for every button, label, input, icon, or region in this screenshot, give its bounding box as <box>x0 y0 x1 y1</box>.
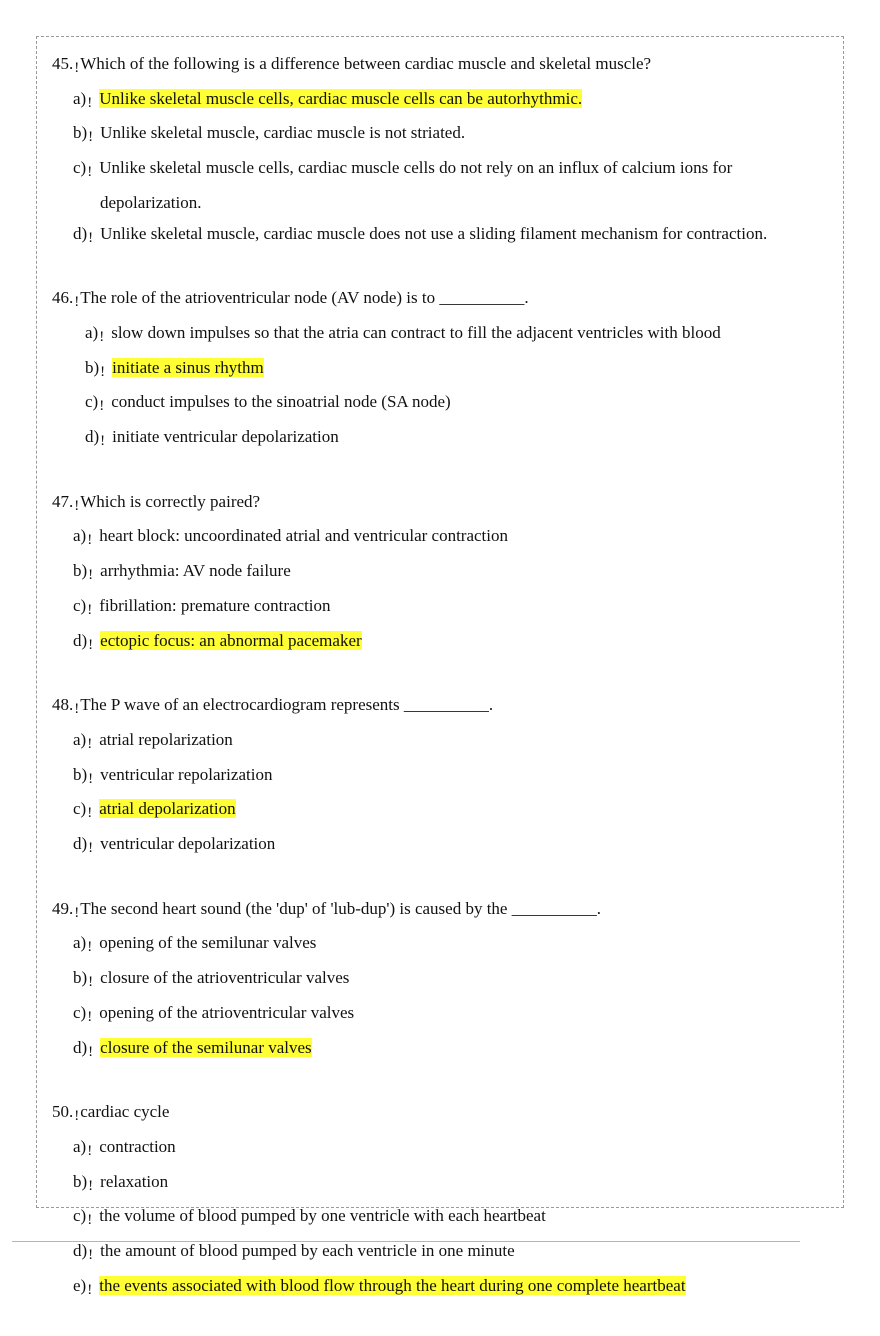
bullet-glyph-icon: ! <box>88 229 94 246</box>
option-text: opening of the semilunar valves <box>99 933 317 953</box>
question-text: Which of the following is a difference between cardiac muscle and skeletal muscle? <box>80 54 652 73</box>
option-letter: b) <box>73 561 88 581</box>
option-text: atrial repolarization <box>99 729 233 749</box>
answer-option-highlighted <box>85 353 822 388</box>
option-text: ectopic focus: an abnormal pacemaker <box>100 630 362 650</box>
answer-option <box>73 928 822 963</box>
bullet-glyph-icon: ! <box>87 805 93 822</box>
question-stem <box>52 487 822 522</box>
option-letter: a) <box>85 322 99 342</box>
answer-option <box>73 998 822 1033</box>
option-letter: b) <box>73 1171 88 1191</box>
answer-option <box>73 153 822 188</box>
question-stem <box>52 49 822 84</box>
question-text: cardiac cycle <box>80 1102 170 1122</box>
answer-option <box>73 1132 822 1167</box>
answer-option <box>73 1167 822 1202</box>
option-text-continuation: depolarization. <box>100 192 202 212</box>
question-number: 45. <box>52 54 74 73</box>
answer-option <box>85 387 822 422</box>
bullet-glyph-icon: ! <box>87 1008 93 1025</box>
option-letter: c) <box>73 595 87 615</box>
answer-option <box>73 829 822 864</box>
bullet-glyph-icon: ! <box>87 939 93 956</box>
answer-option <box>85 318 822 353</box>
answer-option <box>73 219 822 254</box>
question-text: The second heart sound (the 'dup' of 'lub-dup') is caused by the __________. <box>80 898 601 918</box>
bullet-glyph-icon: ! <box>87 601 93 618</box>
bullet-glyph-icon: ! <box>88 567 94 584</box>
answer-option <box>73 1236 822 1271</box>
answer-option-highlighted <box>73 794 822 829</box>
option-text: conduct impulses to the sinoatrial node (SA node) <box>111 392 451 412</box>
question-46 <box>52 283 822 457</box>
question-text: Which is correctly paired? <box>80 491 261 511</box>
option-text: contraction <box>99 1136 176 1156</box>
question-number: 49. <box>52 898 74 918</box>
option-letter: a) <box>73 1136 87 1156</box>
bullet-glyph-icon: ! <box>87 735 93 752</box>
option-text: slow down impulses so that the atria can contract to fill the adjacent ventricles with blood <box>111 322 721 342</box>
option-letter: d) <box>85 427 100 447</box>
question-number: 47. <box>52 491 74 511</box>
option-letter: d) <box>73 1241 88 1261</box>
answer-options <box>52 725 822 864</box>
bullet-glyph-icon: ! <box>74 60 80 76</box>
option-text: closure of the atrioventricular valves <box>100 968 350 988</box>
option-text: Unlike skeletal muscle, cardiac muscle is not striated. <box>100 123 466 143</box>
answer-option <box>73 118 822 153</box>
bullet-glyph-icon: ! <box>100 363 106 380</box>
bullet-glyph-icon: ! <box>74 294 80 311</box>
option-letter: c) <box>73 799 87 819</box>
answer-options <box>52 928 822 1067</box>
option-text: the amount of blood pumped by each ventricle in one minute <box>100 1241 515 1261</box>
bullet-glyph-icon: ! <box>74 904 80 921</box>
bullet-glyph-icon: ! <box>87 1142 93 1159</box>
question-text: The role of the atrioventricular node (AV node) is to __________. <box>80 288 529 308</box>
option-text: Unlike skeletal muscle cells, cardiac muscle cells do not rely on an influx of calcium ions for <box>99 158 733 178</box>
option-letter: a) <box>73 933 87 953</box>
option-text: Unlike skeletal muscle cells, cardiac muscle cells can be autorhythmic. <box>99 88 583 108</box>
question-stem <box>52 894 822 929</box>
bullet-glyph-icon: ! <box>88 1247 94 1264</box>
option-text: arrhythmia: AV node failure <box>100 561 291 581</box>
option-letter: b) <box>85 357 100 377</box>
option-text: closure of the semilunar valves <box>100 1037 312 1057</box>
bullet-glyph-icon: ! <box>88 1043 94 1060</box>
bullet-glyph-icon: ! <box>87 1281 93 1298</box>
answer-options <box>52 84 822 254</box>
answer-option-highlighted <box>73 84 822 119</box>
bullet-glyph-icon: ! <box>87 532 93 549</box>
answer-options <box>52 1132 822 1306</box>
answer-option <box>73 1201 822 1236</box>
answer-option-highlighted <box>73 1033 822 1068</box>
option-letter: d) <box>73 223 88 243</box>
answer-options <box>52 318 822 457</box>
answer-option <box>73 521 822 556</box>
option-text: the events associated with blood flow through the heart during one complete heartbeat <box>99 1275 686 1295</box>
bullet-glyph-icon: ! <box>74 1108 80 1125</box>
answer-option <box>73 963 822 998</box>
question-47 <box>52 487 822 661</box>
question-stem <box>52 1097 822 1132</box>
question-text: The P wave of an electrocardiogram represents __________. <box>80 695 494 715</box>
answer-option <box>73 725 822 760</box>
question-50 <box>52 1097 822 1305</box>
bullet-glyph-icon: ! <box>88 1177 94 1194</box>
question-number: 50. <box>52 1102 74 1122</box>
bullet-glyph-icon: ! <box>87 164 93 181</box>
question-49 <box>52 894 822 1068</box>
option-letter: c) <box>73 1206 87 1226</box>
option-letter: c) <box>73 158 87 178</box>
option-text: the volume of blood pumped by one ventricle with each heartbeat <box>99 1206 546 1226</box>
option-text: initiate ventricular depolarization <box>112 427 339 447</box>
bullet-glyph-icon: ! <box>100 433 106 450</box>
bullet-glyph-icon: ! <box>88 770 94 787</box>
bullet-glyph-icon: ! <box>99 398 105 415</box>
answer-option <box>73 591 822 626</box>
option-letter: a) <box>73 729 87 749</box>
option-text: initiate a sinus rhythm <box>112 357 264 377</box>
question-stem <box>52 283 822 318</box>
option-letter: b) <box>73 764 88 784</box>
bullet-glyph-icon: ! <box>88 129 94 146</box>
question-45 <box>52 49 822 253</box>
option-letter: e) <box>73 1275 87 1295</box>
option-letter: d) <box>73 630 88 650</box>
answer-option <box>73 760 822 795</box>
option-text: heart block: uncoordinated atrial and ventricular contraction <box>99 526 508 546</box>
option-letter: c) <box>73 1002 87 1022</box>
option-letter: a) <box>73 88 87 108</box>
option-letter: c) <box>85 392 99 412</box>
bullet-glyph-icon: ! <box>74 701 80 718</box>
option-letter: a) <box>73 526 87 546</box>
bullet-glyph-icon: ! <box>88 636 94 653</box>
answer-option <box>85 422 822 457</box>
option-text: ventricular repolarization <box>100 764 273 784</box>
answer-option-highlighted <box>73 1271 822 1306</box>
option-letter: d) <box>73 1037 88 1057</box>
question-number: 48. <box>52 695 74 715</box>
option-text: fibrillation: premature contraction <box>99 595 331 615</box>
answer-option-highlighted <box>73 626 822 661</box>
answer-option <box>73 556 822 591</box>
bullet-glyph-icon: ! <box>87 94 93 111</box>
bullet-glyph-icon: ! <box>74 497 80 514</box>
question-stem <box>52 690 822 725</box>
question-number: 46. <box>52 288 74 308</box>
option-text: relaxation <box>100 1171 169 1191</box>
option-text: opening of the atrioventricular valves <box>99 1002 355 1022</box>
bullet-glyph-icon: ! <box>88 974 94 991</box>
option-letter: d) <box>73 834 88 854</box>
quiz-content <box>52 49 822 1336</box>
option-letter: b) <box>73 968 88 988</box>
bullet-glyph-icon: ! <box>99 328 105 345</box>
bullet-glyph-icon: ! <box>88 840 94 857</box>
question-48 <box>52 690 822 864</box>
bullet-glyph-icon: ! <box>87 1212 93 1229</box>
option-text: Unlike skeletal muscle, cardiac muscle does not use a sliding filament mechanism for contraction. <box>100 223 768 243</box>
option-text: atrial depolarization <box>99 799 236 819</box>
option-letter: b) <box>73 123 88 143</box>
answer-options <box>52 521 822 660</box>
option-text: ventricular depolarization <box>100 834 276 854</box>
